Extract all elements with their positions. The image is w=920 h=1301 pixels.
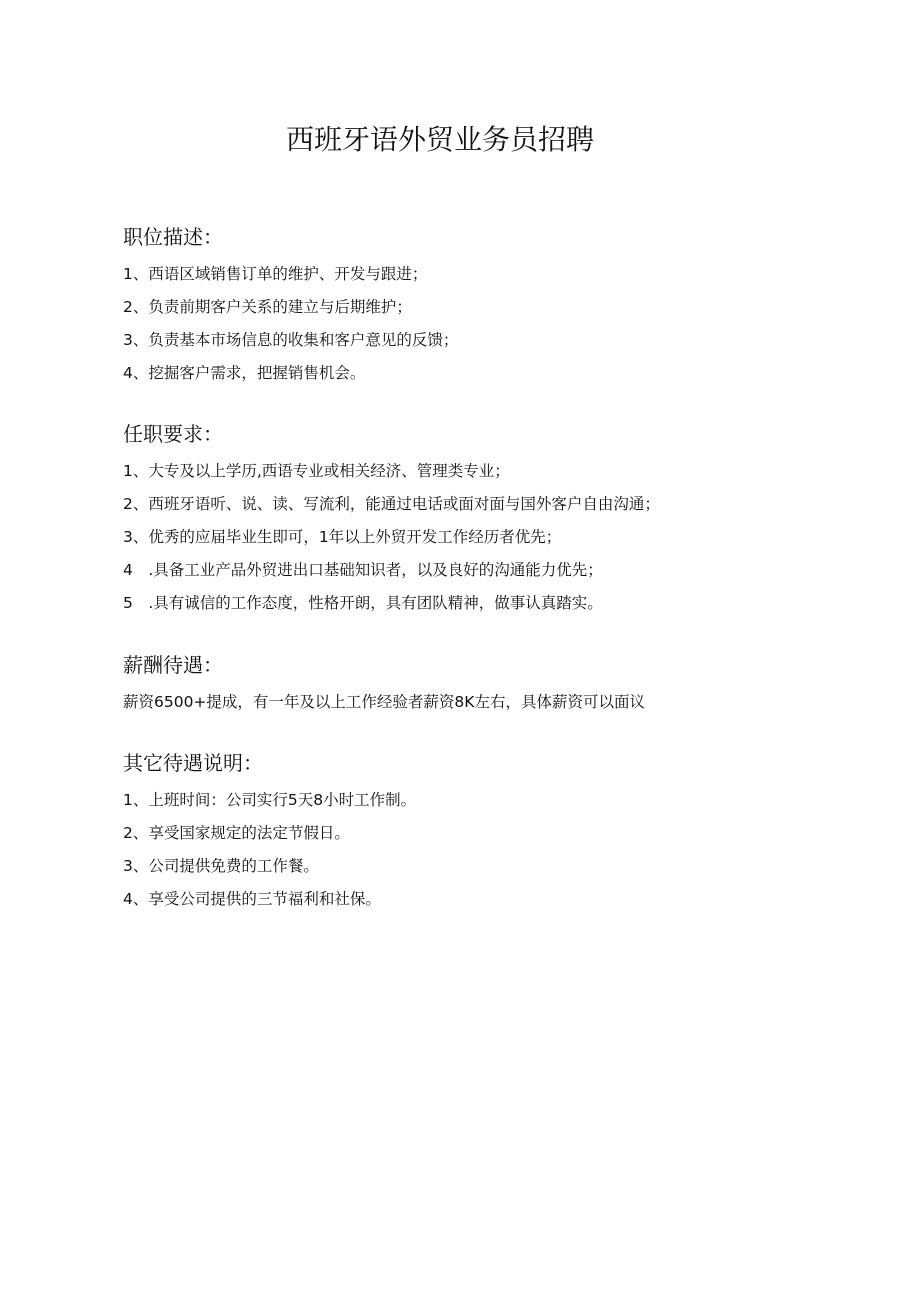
section-heading: 职位描述： bbox=[123, 225, 223, 249]
list-item: 4、享受公司提供的三节福利和社保。 bbox=[123, 890, 381, 908]
section-heading: 薪酬待遇： bbox=[123, 653, 223, 677]
list-item: 3、公司提供免费的工作餐。 bbox=[123, 857, 319, 875]
list-item: 3、优秀的应届毕业生即可，1年以上外贸开发工作经历者优先； bbox=[123, 528, 562, 546]
list-item: 5 .具有诚信的工作态度，性格开朗，具有团队精神，做事认真踏实。 bbox=[123, 594, 603, 612]
section-heading: 任职要求： bbox=[123, 422, 223, 446]
list-item: 2、西班牙语听、说、读、写流利，能通过电话或面对面与国外客户自由沟通； bbox=[123, 495, 660, 513]
list-item: 3、负责基本市场信息的收集和客户意见的反馈； bbox=[123, 331, 459, 349]
list-item: 2、负责前期客户关系的建立与后期维护； bbox=[123, 298, 412, 316]
list-item: 1、西语区域销售订单的维护、开发与跟进； bbox=[123, 265, 428, 283]
list-item: 1、大专及以上学历,西语专业或相关经济、管理类专业； bbox=[123, 462, 510, 480]
section-requirements bbox=[123, 419, 803, 620]
list-item: 薪资6500+提成，有一年及以上工作经验者薪资8K左右，具体薪资可以面议 bbox=[123, 693, 645, 711]
section-other-benefits bbox=[123, 748, 803, 916]
document-title: 西班牙语外贸业务员招聘 bbox=[285, 123, 594, 156]
section-salary bbox=[123, 650, 803, 719]
section-job-description bbox=[123, 222, 803, 390]
list-item: 2、享受国家规定的法定节假日。 bbox=[123, 824, 350, 842]
section-heading: 其它待遇说明： bbox=[123, 751, 263, 775]
list-item: 4 .具备工业产品外贸进出口基础知识者，以及良好的沟通能力优先； bbox=[123, 561, 603, 579]
list-item: 4、挖掘客户需求，把握销售机会。 bbox=[123, 364, 366, 382]
list-item: 1、上班时间：公司实行5天8小时工作制。 bbox=[123, 791, 417, 809]
